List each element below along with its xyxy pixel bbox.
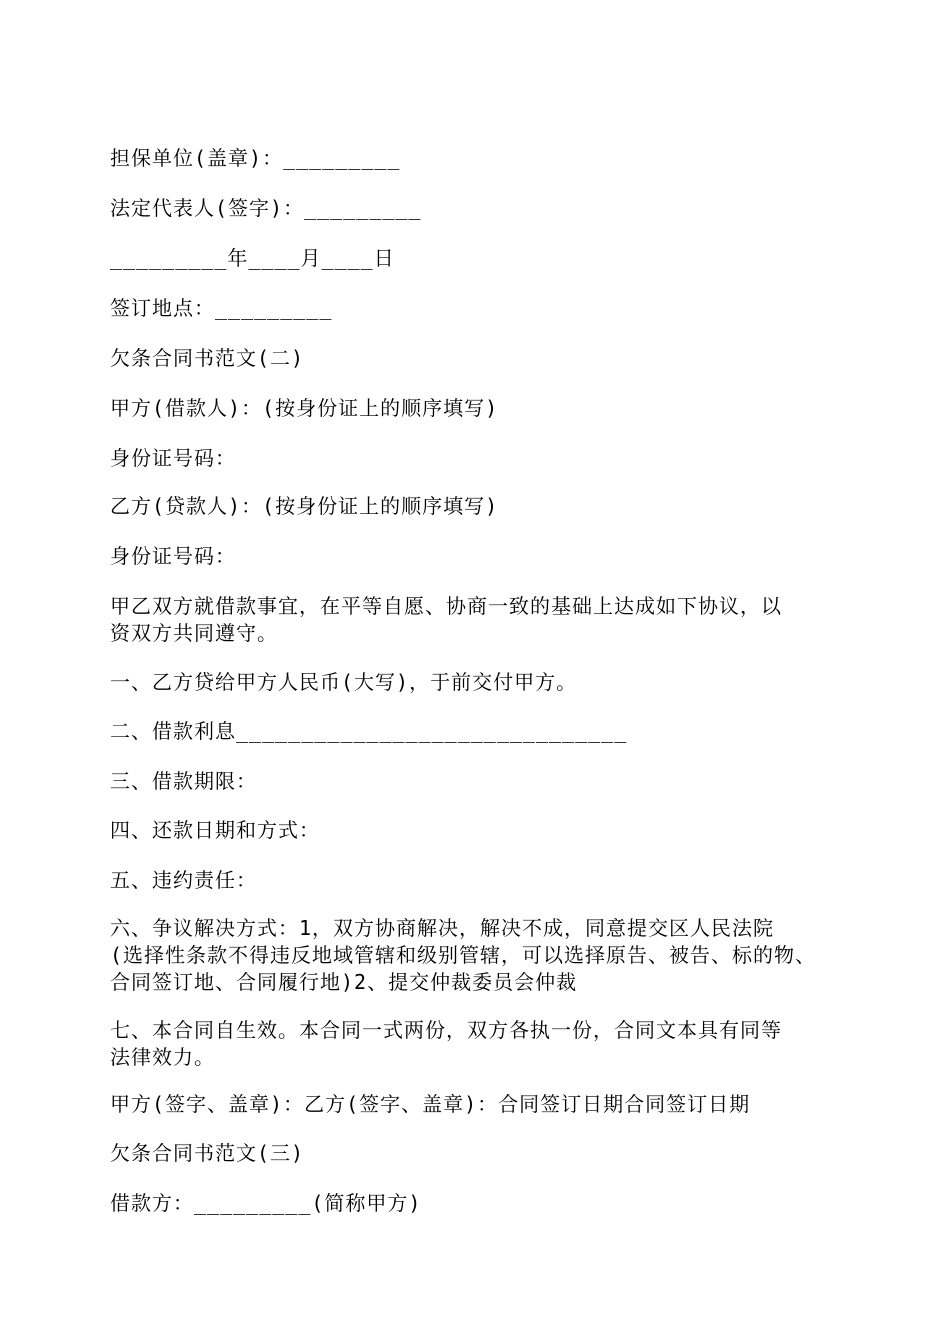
clause-5: 五、违约责任： [110,868,257,892]
section-heading-2: 欠条合同书范文(二) [110,346,305,370]
guarantor-unit-line: 担保单位(盖章)：_________ [110,146,401,170]
clause-4: 四、还款日期和方式： [110,818,320,842]
party-b-line: 乙方(贷款人)：(按身份证上的顺序填写) [110,494,499,518]
clause-1: 一、乙方贷给甲方人民币(大写)，于前交付甲方。 [110,670,578,694]
party-b-id-line: 身份证号码： [110,544,236,568]
clause-7-paragraph: 七、本合同自生效。本合同一式两份，双方各执一份，合同文本具有同等 法律效力。 [110,1018,782,1069]
borrower-line: 借款方：_________(简称甲方) [110,1191,422,1215]
agreement-intro-paragraph: 甲乙双方就借款事宜，在平等自愿、协商一致的基础上达成如下协议，以 资双方共同遵守。 [110,594,782,645]
signing-place-line: 签订地点：_________ [110,296,333,320]
section-heading-3: 欠条合同书范文(三) [110,1141,305,1165]
party-a-line: 甲方(借款人)：(按身份证上的顺序填写) [110,396,499,420]
date-line: _________年____月____日 [110,246,395,270]
signature-line: 甲方(签字、盖章)：乙方(签字、盖章)：合同签订日期合同签订日期 [110,1092,751,1116]
legal-representative-line: 法定代表人(签字)：_________ [110,196,422,220]
clause-2: 二、借款利息______________________________ [110,719,628,743]
clause-6-paragraph: 六、争议解决方式：1，双方协商解决，解决不成，同意提交区人民法院 (选择性条款不得违反地域管辖和级别管辖，可以选择原告、被告、标的物、 合同签订地、合同履行地)2、提交仲裁委员会仲裁 [110,916,817,994]
clause-3: 三、借款期限： [110,769,257,793]
party-a-id-line: 身份证号码： [110,446,236,470]
